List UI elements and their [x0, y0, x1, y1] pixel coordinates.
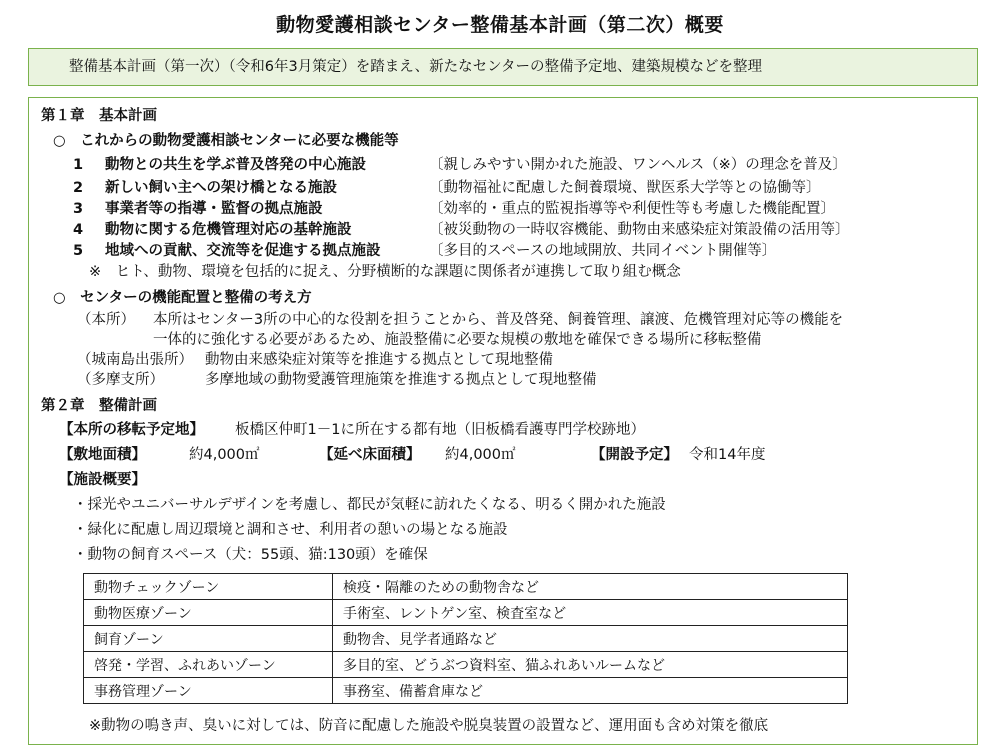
- tama-text: 多摩地域の動物愛護管理施策を推進する拠点として現地整備: [205, 372, 597, 388]
- function-item-note: 〔動物福祉に配慮した飼養環境、獣医系大学等との協働等〕: [429, 180, 821, 196]
- honsho-text-line2: 一体的に強化する必要があるため、施設整備に必要な規模の敷地を確保できる場所に移転整備: [153, 332, 762, 348]
- zone-name-cell: 事務管理ゾーン: [84, 678, 333, 704]
- facility-label: 【施設概要】: [59, 472, 146, 488]
- area-label: 【敷地面積】: [59, 447, 146, 463]
- function-item-note: 〔多目的スペースの地域開放、共同イベント開催等〕: [429, 243, 777, 259]
- main-content-box: [28, 97, 978, 745]
- function-item-number: 5: [73, 243, 84, 259]
- function-item-label: 動物との共生を学ぶ普及啓発の中心施設: [105, 157, 366, 173]
- function-item-label: 新しい飼い主への架け橋となる施設: [105, 180, 337, 196]
- honsho-label: （本所）: [77, 312, 135, 328]
- zone-name-cell: 動物医療ゾーン: [84, 600, 333, 626]
- section1-heading: ○ これからの動物愛護相談センターに必要な機能等: [53, 133, 399, 149]
- table-row: [84, 626, 848, 652]
- zone-desc-cell: 多目的室、どうぶつ資料室、猫ふれあいルームなど: [333, 652, 848, 678]
- function-item-number: 3: [73, 201, 84, 217]
- function-item-number: 2: [73, 180, 84, 196]
- noise-odor-note: ※動物の鳴き声、臭いに対しては、防音に配慮した施設や脱臭装置の設置など、運用面も含め対策を徹底: [89, 718, 769, 734]
- opening-label: 【開設予定】: [591, 447, 678, 463]
- table-row: [84, 652, 848, 678]
- function-item-note: 〔被災動物の一時収容機能、動物由来感染症対策設備の活用等〕: [429, 222, 850, 238]
- zone-name-cell: 動物チェックゾーン: [84, 574, 333, 600]
- summary-box: 整備基本計画（第一次）（令和6年3月策定）を踏まえ、新たなセンターの整備予定地、建築規模などを整理: [28, 48, 978, 86]
- function-item-label: 動物に関する危機管理対応の基幹施設: [105, 222, 352, 238]
- function-item-note: 〔効率的・重点的監視指導等や利便性等も考慮した機能配置〕: [429, 201, 835, 217]
- table-row: [84, 678, 848, 704]
- function-item-note: 〔親しみやすい開かれた施設、ワンヘルス（※）の理念を普及〕: [429, 157, 847, 173]
- site-label: 【本所の移転予定地】: [59, 422, 204, 438]
- function-item-number: 4: [73, 222, 84, 238]
- zone-name-cell: 飼育ゾーン: [84, 626, 333, 652]
- chapter2-heading: 第２章 整備計画: [41, 398, 157, 414]
- one-health-footnote: ※ ヒト、動物、環境を包括的に捉え、分野横断的な課題に関係者が連携して取り組む概念: [89, 264, 681, 280]
- area-value: 約4,000㎡: [189, 447, 260, 463]
- zone-desc-cell: 動物舎、見学者通路など: [333, 626, 848, 652]
- chapter1-heading: 第１章 基本計画: [41, 108, 157, 124]
- page-title: 動物愛護相談センター整備基本計画（第二次）概要: [276, 14, 724, 36]
- facility-bullet: ・採光やユニバーサルデザインを考慮し、都民が気軽に訪れたくなる、明るく開かれた施設: [73, 497, 666, 513]
- floor-area-label: 【延べ床面積】: [319, 447, 421, 463]
- table-row: [84, 600, 848, 626]
- facility-bullet: ・動物の飼育スペース（犬：55頭、猫:130頭）を確保: [73, 547, 428, 563]
- facility-bullet: ・緑化に配慮し周辺環境と調和させ、利用者の憩いの場となる施設: [73, 522, 508, 538]
- zone-desc-cell: 検疫・隔離のための動物舎など: [333, 574, 848, 600]
- honsho-text-line1: 本所はセンター3所の中心的な役割を担うことから、普及啓発、飼養管理、譲渡、危機管理対応等の機能を: [153, 312, 844, 328]
- function-item-number: 1: [73, 157, 84, 173]
- zone-desc-cell: 手術室、レントゲン室、検査室など: [333, 600, 848, 626]
- zone-desc-cell: 事務室、備蓄倉庫など: [333, 678, 848, 704]
- jonan-text: 動物由来感染症対策等を推進する拠点として現地整備: [205, 352, 553, 368]
- floor-area-value: 約4,000㎡: [445, 447, 516, 463]
- tama-label: （多摩支所）: [77, 372, 164, 388]
- jonan-label: （城南島出張所）: [77, 352, 193, 368]
- zone-table: [83, 573, 848, 704]
- opening-value: 令和14年度: [689, 447, 766, 463]
- table-row: [84, 574, 848, 600]
- function-item-label: 事業者等の指導・監督の拠点施設: [105, 201, 323, 217]
- zone-name-cell: 啓発・学習、ふれあいゾーン: [84, 652, 333, 678]
- section2-heading: ○ センターの機能配置と整備の考え方: [53, 290, 312, 306]
- site-text: 板橋区仲町1－1に所在する都有地（旧板橋看護専門学校跡地）: [235, 422, 645, 438]
- function-item-label: 地域への貢献、交流等を促進する拠点施設: [105, 243, 381, 259]
